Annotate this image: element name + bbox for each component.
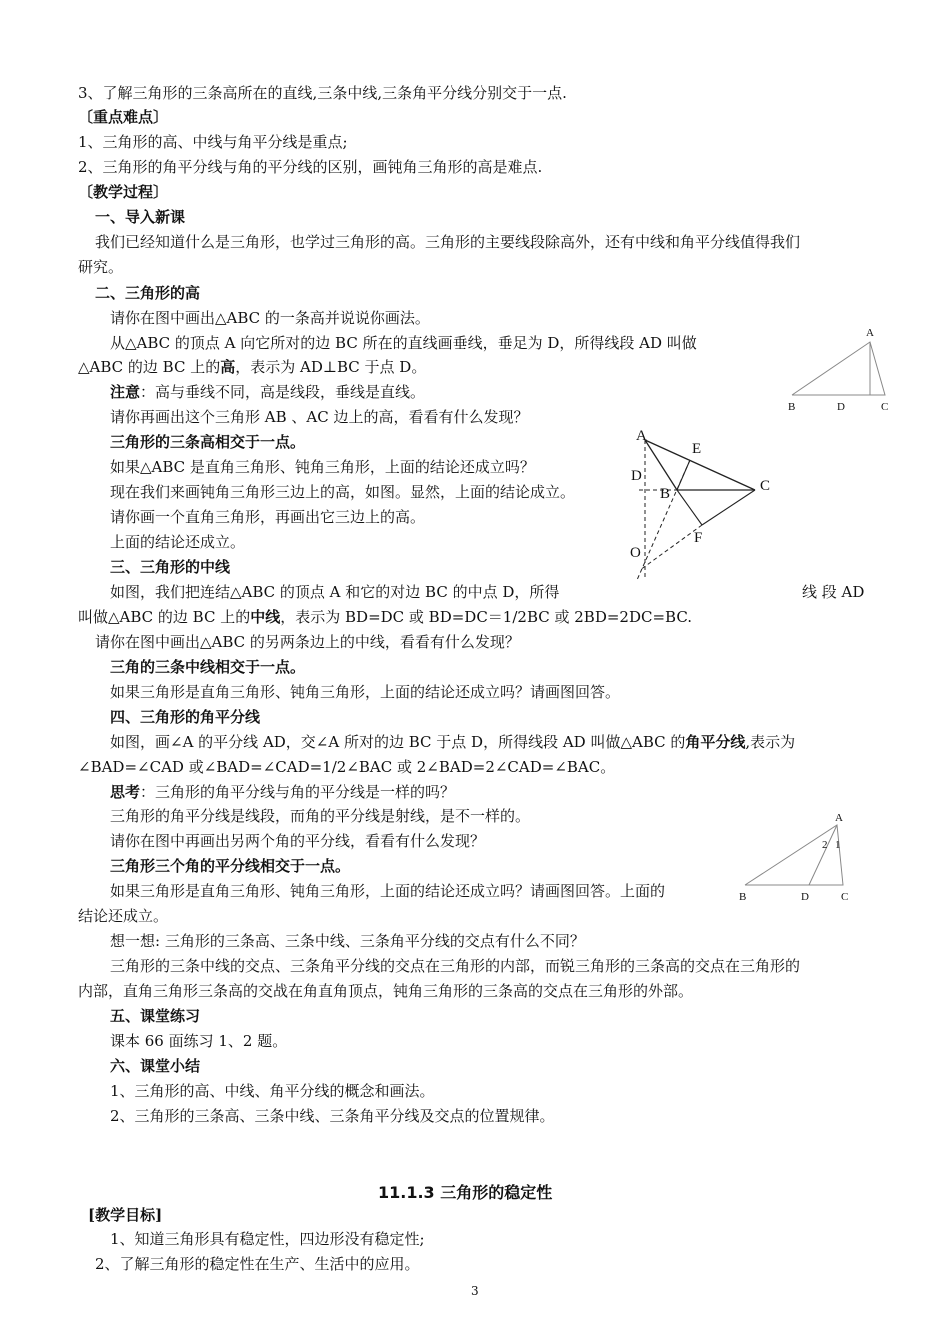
- bisector-question-line-1: 如果三角形是直角三角形、钝角三角形，上面的结论还成立吗？请画图回答。上面的: [110, 882, 666, 900]
- label-d: D: [801, 891, 809, 903]
- section-title-stability: 11.1.3 三角形的稳定性: [378, 1183, 553, 1202]
- label-a: A: [866, 327, 874, 339]
- key-point-1: 1、三角形的高、中线与角平分线是重点;: [78, 133, 348, 151]
- label-d: D: [631, 468, 642, 484]
- label-f: F: [694, 530, 703, 546]
- altitude-note: 注意：高与垂线不同，高是线段，垂线是直线。: [110, 383, 426, 401]
- right-triangle-conclusion: 上面的结论还成立。: [110, 533, 246, 551]
- median-definition-line-1: 如图，我们把连结△ABC 的顶点 A 和它的对边 BC 的中点 D，所得: [110, 583, 560, 601]
- label-b: B: [660, 486, 671, 502]
- process-heading: 〔教学过程〕: [78, 183, 169, 201]
- right-triangle-prompt: 请你画一个直角三角形，再画出它三边上的高。: [110, 508, 426, 526]
- altitude-fo-extension: [640, 525, 702, 570]
- label-o: O: [630, 545, 641, 561]
- median-prompt: 请你在图中画出△ABC 的另两条边上的中线，看看有什么发现？: [95, 633, 520, 651]
- section-3-heading: 三、三角形的中线: [110, 558, 231, 576]
- median-definition-line-2: 叫做△ABC 的边 BC 上的中线，表示为 BD=DC 或 BD=DC＝1/2BC 或 2BD=2DC=BC.: [78, 608, 693, 626]
- median-question: 如果三角形是直角三角形、钝角三角形，上面的结论还成立吗？请画图回答。: [110, 683, 621, 701]
- objective-3: 3、了解三角形的三条高所在的直线,三条中线,三条角平分线分别交于一点.: [78, 84, 567, 102]
- label-b: B: [739, 891, 747, 903]
- summary-paragraph-line-2: 内部，直角三角形三条高的交战在角直角顶点，钝角三角形的三条高的交点在三角形的外部。: [78, 982, 694, 1000]
- section-5-heading: 五、课堂练习: [110, 1007, 201, 1025]
- key-point-2: 2、三角形的角平分线与角的平分线的区别，画钝角三角形的高是难点.: [78, 158, 543, 176]
- think-question: 想一想: 三角形的三条高、三条中线、三条角平分线的交点有什么不同？: [110, 932, 585, 950]
- intro-paragraph-line-1: 我们已经知道什么是三角形，也学过三角形的高。三角形的主要线段除高外，还有中线和角平分线值得我们: [95, 233, 801, 251]
- label-e: E: [692, 441, 702, 457]
- label-c: C: [841, 891, 849, 903]
- summary-paragraph-line-1: 三角形的三条中线的交点、三条角平分线的交点在三角形的内部，而锐三角形的三条高的交点在三角形的: [110, 957, 801, 975]
- label-a: A: [636, 428, 647, 444]
- stability-objective-2: 2、了解三角形的稳定性在生产、生活中的应用。: [95, 1255, 420, 1273]
- triangle-outline: [745, 825, 843, 885]
- altitude-question: 如果△ABC 是直角三角形、钝角三角形，上面的结论还成立吗？: [110, 458, 535, 476]
- bisector-answer: 三角形的角平分线是线段，而角的平分线是射线，是不一样的。: [110, 807, 531, 825]
- angle-bisector-figure: [735, 808, 860, 908]
- summary-item-2: 2、三角形的三条高、三条中线、三条角平分线及交点的位置规律。: [110, 1107, 555, 1125]
- summary-item-1: 1、三角形的高、中线、角平分线的概念和画法。: [110, 1082, 435, 1100]
- altitude-definition-line-1: 从△ABC 的顶点 A 向它所对的边 BC 所在的直线画垂线，垂足为 D，所得线段 AD 叫做: [110, 334, 697, 352]
- exercise-text: 课本 66 面练习 1、2 题。: [110, 1032, 288, 1050]
- median-conclusion: 三角的三条中线相交于一点。: [110, 658, 306, 676]
- segment-cf: [702, 490, 755, 525]
- altitude-bf: [677, 490, 702, 525]
- altitude-conclusion: 三角形的三条高相交于一点。: [110, 433, 306, 451]
- section-4-heading: 四、三角形的角平分线: [110, 708, 261, 726]
- objectives-heading: [教学目标]: [88, 1206, 163, 1224]
- page-number: 3: [471, 1284, 479, 1298]
- label-angle-1: 1: [835, 839, 841, 851]
- label-b: B: [788, 401, 796, 413]
- altitude-definition-line-2: △ABC 的边 BC 上的高，表示为 AD⊥BC 于点 D。: [78, 358, 427, 376]
- bisector-definition-line-1: 如图，画∠A 的平分线 AD，交∠A 所对的边 BC 于点 D，所得线段 AD 叫做△ABC 的角平分线,表示为: [110, 733, 796, 751]
- obtuse-altitudes-figure: [622, 420, 782, 585]
- bisector-prompt: 请你在图中再画出另两个角的平分线，看看有什么发现？: [110, 832, 486, 850]
- section-1-heading: 一、导入新课: [95, 208, 186, 226]
- intro-paragraph-line-2: 研究。: [78, 258, 124, 276]
- altitude-triangle-figure: [780, 320, 900, 420]
- label-d: D: [837, 401, 845, 413]
- altitude-prompt: 请你在图中画出△ABC 的一条高并说说你画法。: [110, 309, 430, 327]
- bisector-conclusion: 三角形三个角的平分线相交于一点。: [110, 857, 351, 875]
- label-angle-2: 2: [822, 839, 828, 851]
- label-c: C: [760, 478, 771, 494]
- bisector-think: 思考：三角形的角平分线与角的平分线是一样的吗？: [110, 783, 456, 801]
- bisector-definition-line-2: ∠BAD=∠CAD 或∠BAD=∠CAD=1/2∠BAC 或 2∠BAD=2∠CAD=∠BAC。: [78, 758, 616, 776]
- section-2-heading: 二、三角形的高: [95, 284, 201, 302]
- triangle-outline: [792, 342, 885, 395]
- key-points-heading: 〔重点难点〕: [78, 108, 169, 126]
- section-6-heading: 六、课堂小结: [110, 1057, 201, 1075]
- bisector-question-line-2: 结论还成立。: [78, 907, 169, 925]
- label-a: A: [835, 812, 843, 824]
- obtuse-altitude-text: 现在我们来画钝角三角形三边上的高，如图。显然，上面的结论成立。: [110, 483, 576, 501]
- label-c: C: [881, 401, 889, 413]
- median-definition-line-1-right: 线 段 AD: [802, 583, 865, 601]
- stability-objective-1: 1、知道三角形具有稳定性，四边形没有稳定性;: [110, 1230, 425, 1248]
- altitude-prompt-2: 请你再画出这个三角形 AB 、AC 边上的高，看看有什么发现？: [110, 408, 529, 426]
